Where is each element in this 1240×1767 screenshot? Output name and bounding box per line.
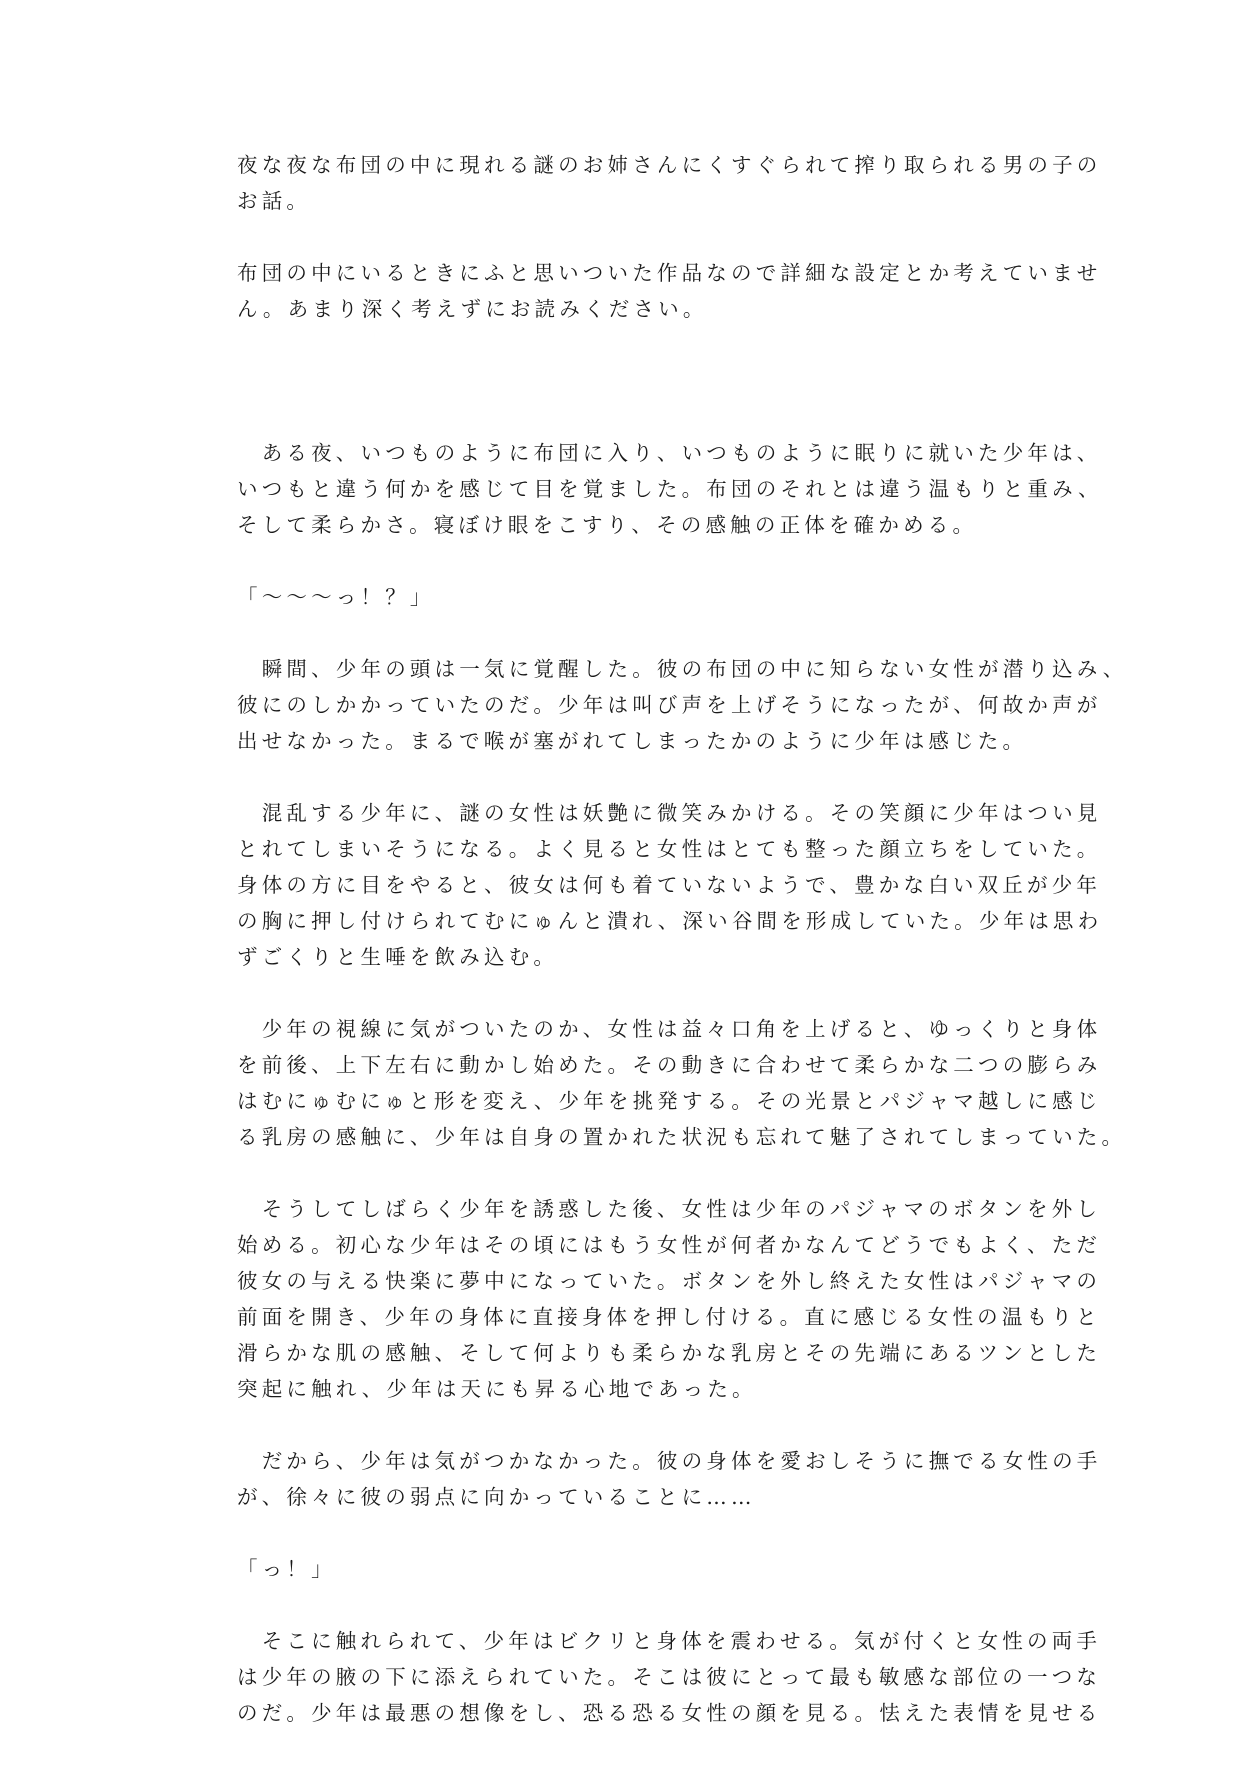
body-paragraph (237, 1443, 1102, 1515)
document-text (237, 147, 1128, 1767)
body-paragraph (237, 1191, 1102, 1407)
text-line: ある夜、いつものように布団に入り、いつものように眠りに就いた少年は、 (237, 441, 1102, 465)
text-line: ずごくりと生唾を飲み込む。 (237, 945, 559, 969)
text-line: はむにゅむにゅと形を変え、少年を挑発する。その光景とパジャマ越しに感じ (237, 1089, 1102, 1113)
body-paragraph (237, 435, 1103, 543)
body-paragraph (237, 651, 1128, 759)
body-paragraph (237, 1011, 1127, 1155)
text-line: いつもと違う何かを感じて目を覚ました。布団のそれとは違う温もりと重み、 (237, 477, 1103, 501)
text-line: 「っ！」 (237, 1557, 336, 1581)
text-line: 身体の方に目をやると、彼女は何も着ていないようで、豊かな白い双丘が少年 (237, 873, 1102, 897)
text-line: 夜な夜な布団の中に現れる謎のお姉さんにくすぐられて搾り取られる男の子の (237, 153, 1102, 177)
text-line: 彼女の与える快楽に夢中になっていた。ボタンを外し終えた女性はパジャマの (237, 1269, 1102, 1293)
text-line: そして柔らかさ。寝ぼけ眼をこすり、その感触の正体を確かめる。 (237, 513, 978, 537)
text-line: 混乱する少年に、謎の女性は妖艶に微笑みかける。その笑顔に少年はつい見 (237, 801, 1102, 825)
text-line: のだ。少年は最悪の想像をし、恐る恐る女性の顔を見る。怯えた表情を見せる (237, 1701, 1102, 1725)
text-line: 瞬間、少年の頭は一気に覚醒した。彼の布団の中に知らない女性が潜り込み、 (237, 657, 1128, 681)
text-line: 前面を開き、少年の身体に直接身体を押し付ける。直に感じる女性の温もりと (237, 1305, 1101, 1329)
text-line: 滑らかな肌の感触、そして何よりも柔らかな乳房とその先端にあるツンとした (237, 1341, 1102, 1365)
body-paragraph (237, 1623, 1102, 1731)
text-line: 少年の視線に気がついたのか、女性は益々口角を上げると、ゆっくりと身体 (237, 1017, 1102, 1041)
text-line: 彼にのしかかっていたのだ。少年は叫び声を上げそうになったが、何故か声が (237, 693, 1102, 717)
dialogue-line (237, 579, 1007, 615)
dialogue-line (237, 1551, 1007, 1587)
text-line: だから、少年は気がつかなかった。彼の身体を愛おしそうに撫でる女性の手 (237, 1449, 1102, 1473)
intro-paragraph (237, 255, 1102, 327)
body-paragraph (237, 795, 1103, 975)
text-line: そうしてしばらく少年を誘惑した後、女性は少年のパジャマのボタンを外し (237, 1197, 1102, 1221)
text-line: ん。あまり深く考えずにお読みください。 (237, 297, 708, 321)
text-line: とれてしまいそうになる。よく見ると女性はとても整った顔立ちをしていた。 (237, 837, 1102, 861)
text-line: そこに触れられて、少年はビクリと身体を震わせる。気が付くと女性の両手 (237, 1629, 1102, 1653)
text-line: 出せなかった。まるで喉が塞がれてしまったかのように少年は感じた。 (237, 729, 1028, 753)
text-line: 布団の中にいるときにふと思いついた作品なので詳細な設定とか考えていませ (237, 261, 1102, 285)
text-line: を前後、上下左右に動かし始めた。その動きに合わせて柔らかな二つの膨らみ (237, 1053, 1102, 1077)
text-line: が、徐々に彼の弱点に向かっていることに…… (237, 1485, 756, 1509)
text-line: 始める。初心な少年はその頃にはもう女性が何者かなんてどうでもよく、ただ (237, 1233, 1102, 1257)
text-line: お話。 (237, 189, 312, 213)
text-line: る乳房の感触に、少年は自身の置かれた状況も忘れて魅了されてしまっていた。 (237, 1125, 1127, 1149)
text-line: 「～～～っ！？」 (237, 585, 435, 609)
section-spacer (237, 363, 1007, 435)
text-line: の胸に押し付けられてむにゅんと潰れ、深い谷間を形成していた。少年は思わ (237, 909, 1103, 933)
intro-paragraph (237, 147, 1102, 219)
text-line: は少年の腋の下に添えられていた。そこは彼にとって最も敏感な部位の一つな (237, 1665, 1102, 1689)
text-line: 突起に触れ、少年は天にも昇る心地であった。 (237, 1377, 757, 1401)
